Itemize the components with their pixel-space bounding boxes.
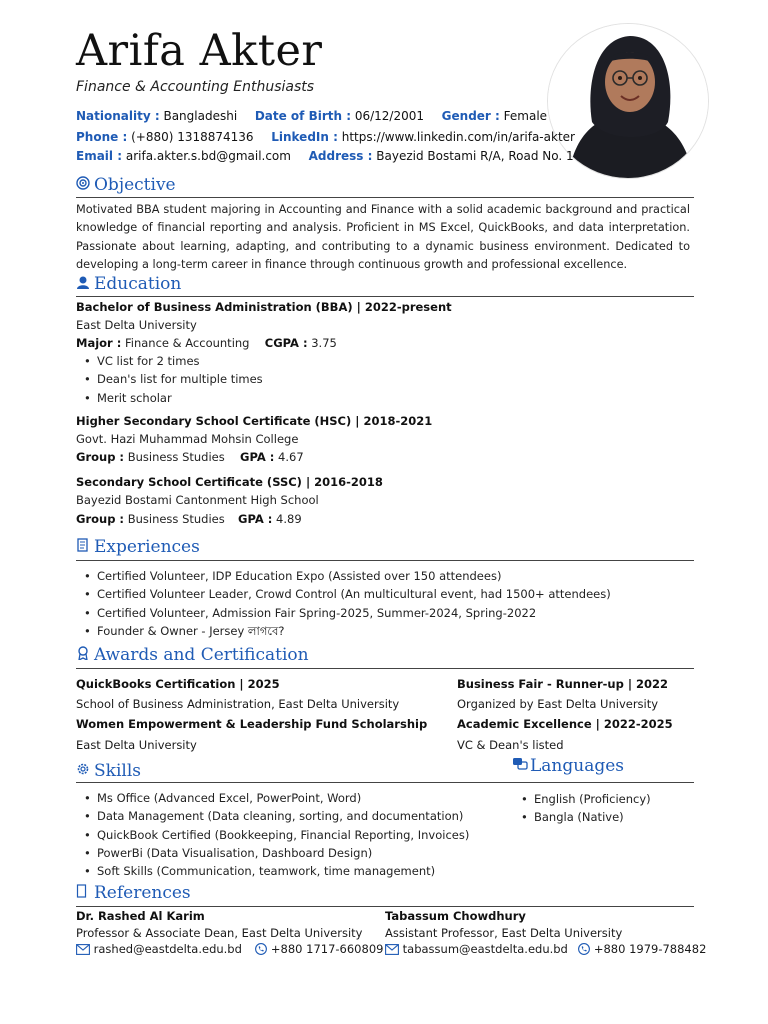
list-item: • Soft Skills (Communication, teamwork, time management) xyxy=(97,862,469,880)
phone-icon xyxy=(578,943,590,958)
bba-school: East Delta University xyxy=(76,318,197,332)
list-item: • Data Management (Data cleaning, sorting, and documentation) xyxy=(97,807,469,825)
skills-list xyxy=(97,789,469,880)
skills-divider xyxy=(76,782,694,783)
gender-value: Female xyxy=(503,109,548,123)
envelope-icon xyxy=(385,944,399,958)
experiences-divider xyxy=(76,560,694,561)
group-value: Business Studies xyxy=(127,512,225,526)
list-item: • Certified Volunteer, Admission Fair Spring-2025, Summer-2024, Spring-2022 xyxy=(97,604,611,622)
major-label: Major : xyxy=(76,336,122,350)
reference-contact xyxy=(76,942,383,958)
references-title: References xyxy=(94,883,191,903)
medal-icon xyxy=(76,646,92,664)
objective-title: Objective xyxy=(94,175,176,195)
graduate-icon xyxy=(76,275,92,293)
award-title: Women Empowerment & Leadership Fund Scholarship xyxy=(76,717,428,731)
ssc-heading: Secondary School Certificate (SSC) | 2016-2018 xyxy=(76,475,383,489)
phone-icon xyxy=(255,943,267,958)
award-detail: East Delta University xyxy=(76,738,197,752)
references-divider xyxy=(76,906,694,907)
contact-row-3 xyxy=(76,149,574,163)
skills-heading xyxy=(76,761,141,781)
awards-heading xyxy=(76,645,309,665)
ssc-school: Bayezid Bostami Cantonment High School xyxy=(76,493,319,507)
reference-name: Tabassum Chowdhury xyxy=(385,909,526,923)
group-label: Group : xyxy=(76,450,125,464)
group-label: Group : xyxy=(76,512,125,526)
award-title: Academic Excellence | 2022-2025 xyxy=(457,717,673,731)
linkedin-link[interactable]: https://www.linkedin.com/in/arifa-akter xyxy=(341,130,575,144)
cgpa-label: CGPA : xyxy=(264,336,308,350)
gpa-value: 4.89 xyxy=(276,512,302,526)
hsc-heading: Higher Secondary School Certificate (HSC) | 2018-2021 xyxy=(76,414,433,428)
hsc-group-row xyxy=(76,450,304,464)
list-item: • Certified Volunteer Leader, Crowd Control (An multicultural event, had 1500+ attendees) xyxy=(97,585,611,603)
candidate-name: Arifa Akter xyxy=(76,26,323,76)
address-label: Address : xyxy=(308,149,373,163)
speech-icon xyxy=(512,757,528,775)
reference-email[interactable]: tabassum@eastdelta.edu.bd xyxy=(402,942,568,956)
dob-value: 06/12/2001 xyxy=(354,109,424,123)
skills-title: Skills xyxy=(94,761,141,781)
reference-role: Professor & Associate Dean, East Delta University xyxy=(76,926,363,940)
group-value: Business Studies xyxy=(127,450,225,464)
list-item: • Merit scholar xyxy=(97,389,263,407)
education-heading xyxy=(76,274,181,294)
awards-divider xyxy=(76,668,694,669)
nationality-label: Nationality : xyxy=(76,109,160,123)
objective-divider xyxy=(76,197,694,198)
reference-phone: +880 1717-660809 xyxy=(270,942,384,956)
award-title: Business Fair - Runner-up | 2022 xyxy=(457,677,669,691)
awards-title: Awards and Certification xyxy=(94,645,309,665)
list-item: • QuickBook Certified (Bookkeeping, Financial Reporting, Invoices) xyxy=(97,826,469,844)
objective-heading xyxy=(76,175,176,195)
award-detail: Organized by East Delta University xyxy=(457,697,659,711)
bba-major-row xyxy=(76,336,337,350)
bba-achievements-list xyxy=(97,352,263,407)
list-item: • Ms Office (Advanced Excel, PowerPoint, Word) xyxy=(97,789,469,807)
experiences-heading xyxy=(76,537,200,557)
cgpa-value: 3.75 xyxy=(311,336,337,350)
education-title: Education xyxy=(94,274,182,294)
phone-value: (+880) 1318874136 xyxy=(131,130,254,144)
list-item: • Founder & Owner - Jersey লাগবে? xyxy=(97,622,611,640)
award-title: QuickBooks Certification | 2025 xyxy=(76,677,280,691)
list-item: • English (Proficiency) xyxy=(534,790,651,808)
linkedin-label: LinkedIn : xyxy=(271,130,338,144)
phone-label: Phone : xyxy=(76,130,128,144)
contact-row-1 xyxy=(76,109,547,123)
languages-title: Languages xyxy=(530,756,625,776)
gpa-label: GPA : xyxy=(240,450,275,464)
reference-contact xyxy=(385,942,706,958)
contact-row-2 xyxy=(76,130,575,144)
award-detail: VC & Dean's listed xyxy=(457,738,564,752)
experiences-title: Experiences xyxy=(94,537,200,557)
gear-icon xyxy=(76,762,92,780)
gpa-value: 4.67 xyxy=(278,450,304,464)
ssc-group-row xyxy=(76,512,302,526)
gender-label: Gender : xyxy=(441,109,500,123)
objective-text: Motivated BBA student majoring in Accounting and Finance with a solid academic background and practical knowledge of financial reporting and analysis. Proficient in MS Excel, QuickBooks, and data interpretation. Passionate about learning, adapting, and contributing to a dynamic business environment. Dedicated to developing a long-term career in finance through continuous growth and professional excellence. xyxy=(76,203,690,271)
email-label: Email : xyxy=(76,149,123,163)
experiences-list xyxy=(97,567,611,640)
references-heading xyxy=(76,883,191,903)
document-icon xyxy=(76,538,92,556)
award-detail: School of Business Administration, East Delta University xyxy=(76,697,400,711)
reference-email[interactable]: rashed@eastdelta.edu.bd xyxy=(93,942,242,956)
hsc-school: Govt. Hazi Muhammad Mohsin College xyxy=(76,432,299,446)
languages-list xyxy=(534,790,651,827)
tagline: Finance & Accounting Enthusiasts xyxy=(76,79,315,95)
reference-name: Dr. Rashed Al Karim xyxy=(76,909,205,923)
reference-phone: +880 1979-788482 xyxy=(593,942,707,956)
list-item: • PowerBi (Data Visualisation, Dashboard Design) xyxy=(97,844,469,862)
list-item: • Certified Volunteer, IDP Education Expo (Assisted over 150 attendees) xyxy=(97,567,611,585)
envelope-icon xyxy=(76,944,90,958)
list-item: • Dean's list for multiple times xyxy=(97,370,263,388)
reference-role: Assistant Professor, East Delta University xyxy=(385,926,623,940)
address-value: Bayezid Bostami R/A, Road No. 1 xyxy=(376,149,574,163)
languages-heading xyxy=(512,756,624,776)
target-icon xyxy=(76,176,92,194)
nationality-value: Bangladeshi xyxy=(163,109,238,123)
list-item: • VC list for 2 times xyxy=(97,352,263,370)
bba-heading: Bachelor of Business Administration (BBA) | 2022-present xyxy=(76,300,452,314)
book-icon xyxy=(76,884,92,902)
email-link[interactable]: arifa.akter.s.bd@gmail.com xyxy=(125,149,291,163)
dob-label: Date of Birth : xyxy=(254,109,351,123)
major-value: Finance & Accounting xyxy=(124,336,250,350)
list-item: • Bangla (Native) xyxy=(534,808,651,826)
gpa-label: GPA : xyxy=(238,512,273,526)
education-divider xyxy=(76,296,694,297)
